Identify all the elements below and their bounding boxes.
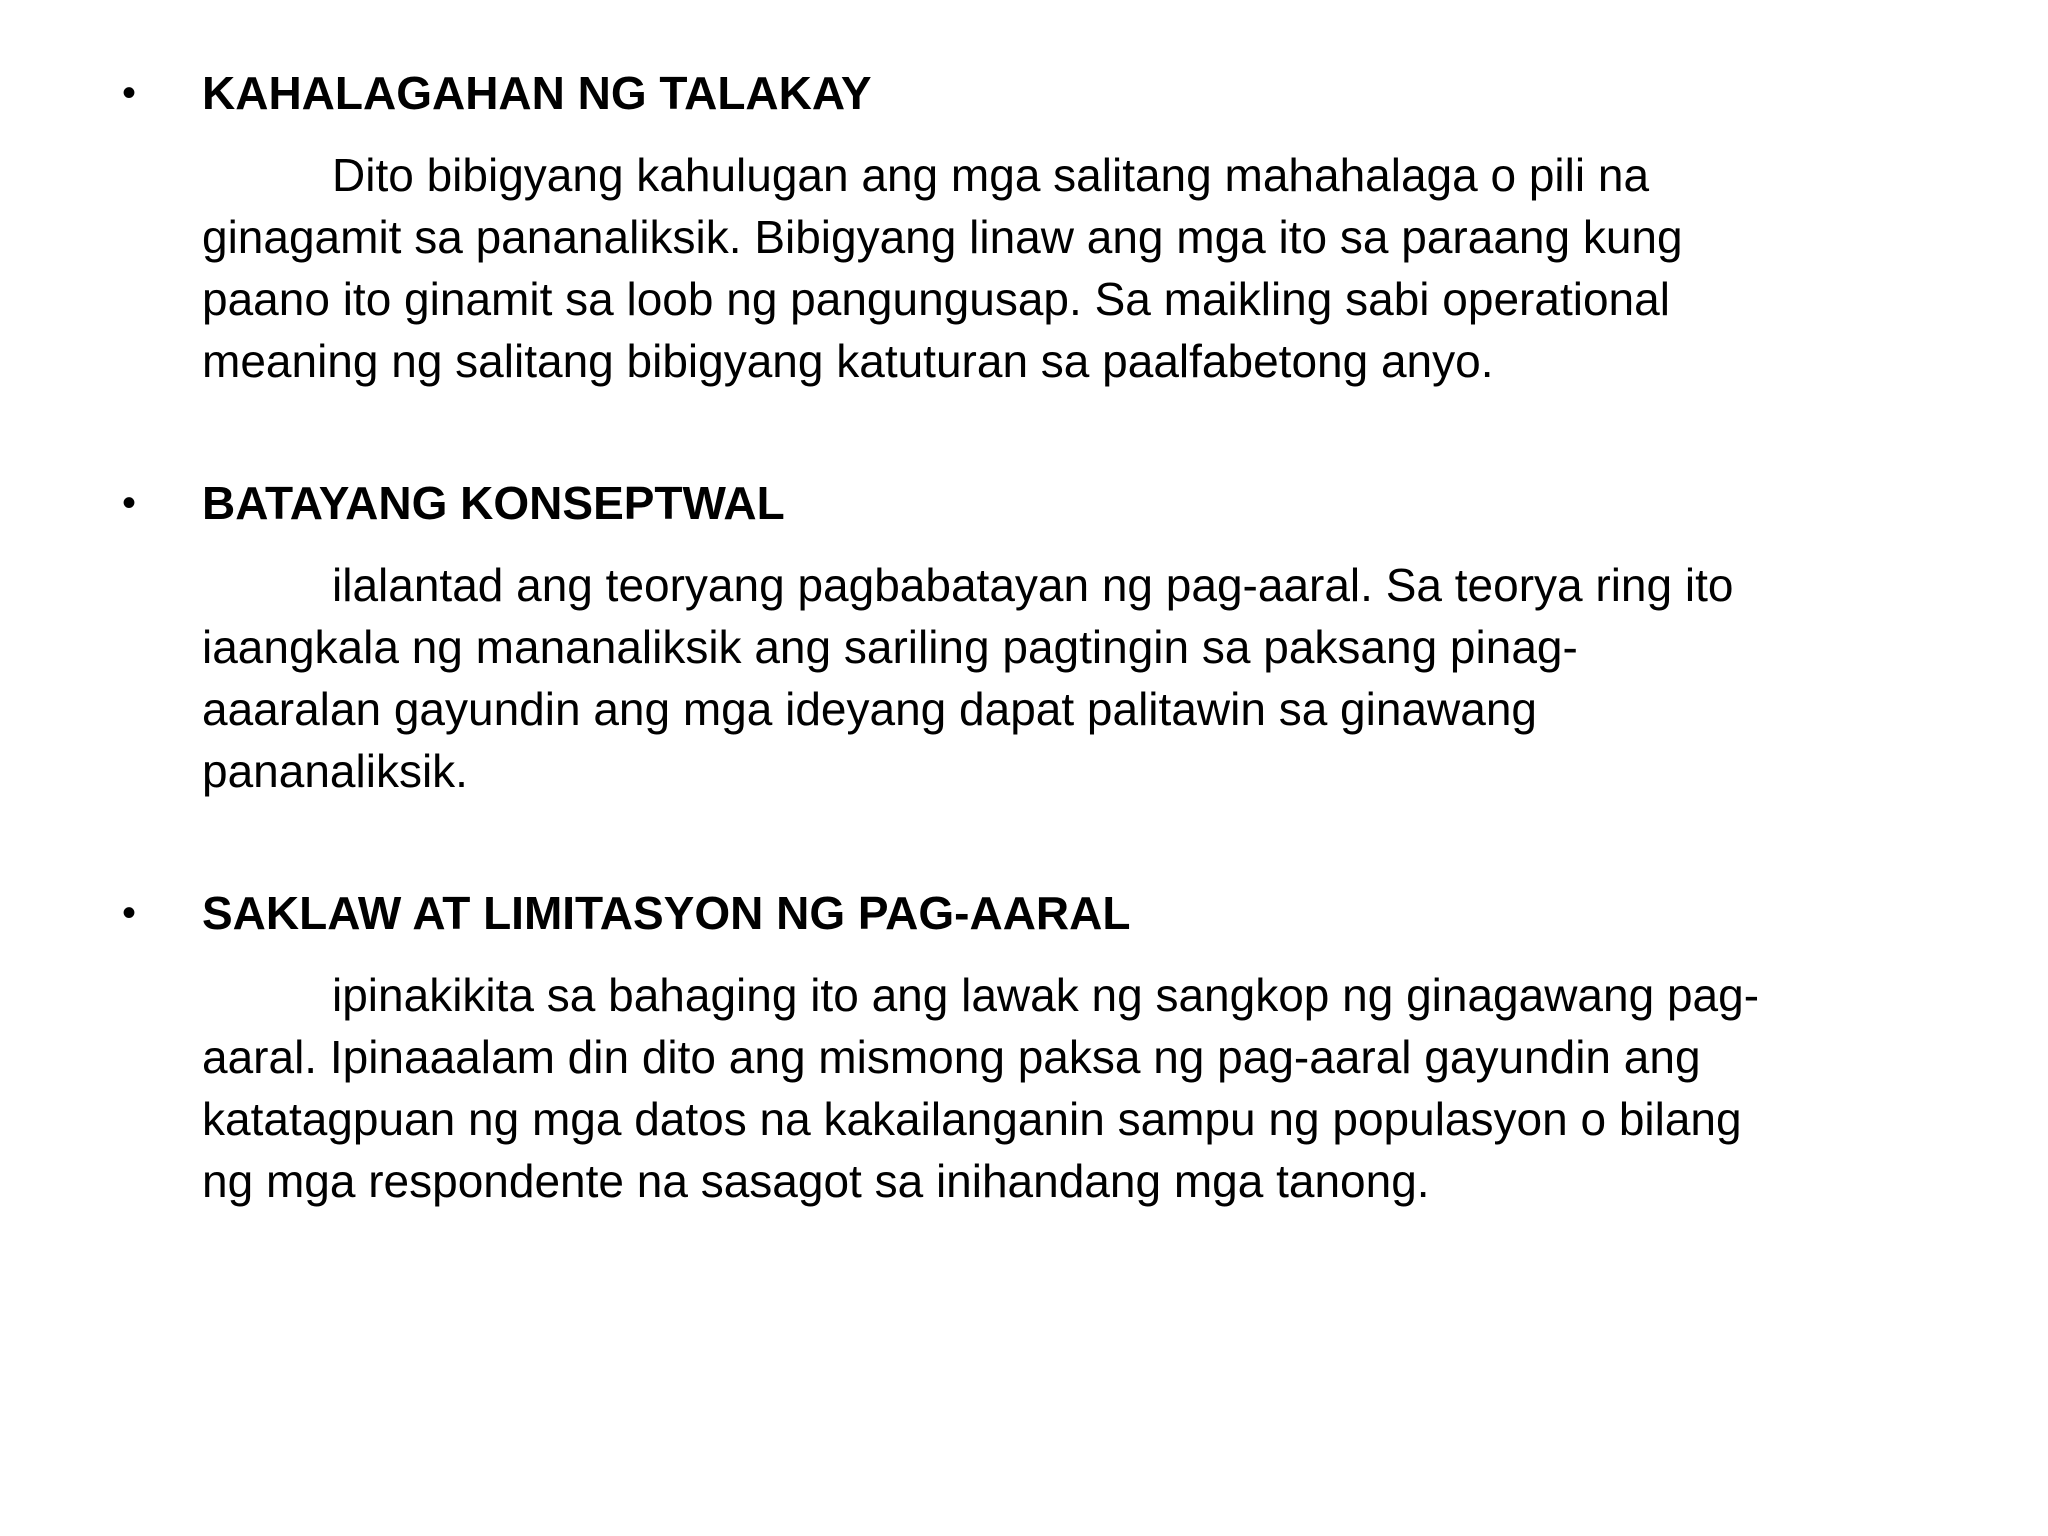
body-line: iaangkala ng mananaliksik ang sariling pagtingin sa paksang pinag- <box>202 621 1578 673</box>
body-line: aaral. Ipinaaalam din dito ang mismong paksa ng pag-aaral gayundin ang <box>202 1031 1701 1083</box>
body-line: Dito bibigyang kahulugan ang mga salitang mahahalaga o pili na <box>332 149 1650 201</box>
body-line: ipinakikita sa bahaging ito ang lawak ng sangkop ng ginagawang pag- <box>332 969 1760 1021</box>
section-heading: SAKLAW AT LIMITASYON NG PAG-AARAL <box>202 887 1131 939</box>
section-heading: BATAYANG KONSEPTWAL <box>202 477 785 529</box>
body-line: meaning ng salitang bibigyang katuturan sa paalfabetong anyo. <box>202 335 1494 387</box>
body-line: paano ito ginamit sa loob ng pangungusap. Sa maikling sabi operational <box>202 273 1670 325</box>
body-line: katatagpuan ng mga datos na kakailanganin sampu ng populasyon o bilang <box>202 1093 1742 1145</box>
bullet-marker: • <box>122 481 137 525</box>
body-line: ginagamit sa pananaliksik. Bibigyang linaw ang mga ito sa paraang kung <box>202 211 1683 263</box>
section-body <box>202 144 1982 392</box>
body-line: ilalantad ang teoryang pagbabatayan ng pag-aaral. Sa teorya ring ito <box>332 559 1734 611</box>
bullet-marker: • <box>122 891 137 935</box>
bullet-marker: • <box>122 71 137 115</box>
section-heading: KAHALAGAHAN NG TALAKAY <box>202 67 872 119</box>
body-line: pananaliksik. <box>202 745 468 797</box>
section-body <box>202 554 1982 802</box>
body-line: aaaralan gayundin ang mga ideyang dapat palitawin sa ginawang <box>202 683 1537 735</box>
body-line: ng mga respondente na sasagot sa inihandang mga tanong. <box>202 1155 1430 1207</box>
section-body <box>202 964 1982 1212</box>
